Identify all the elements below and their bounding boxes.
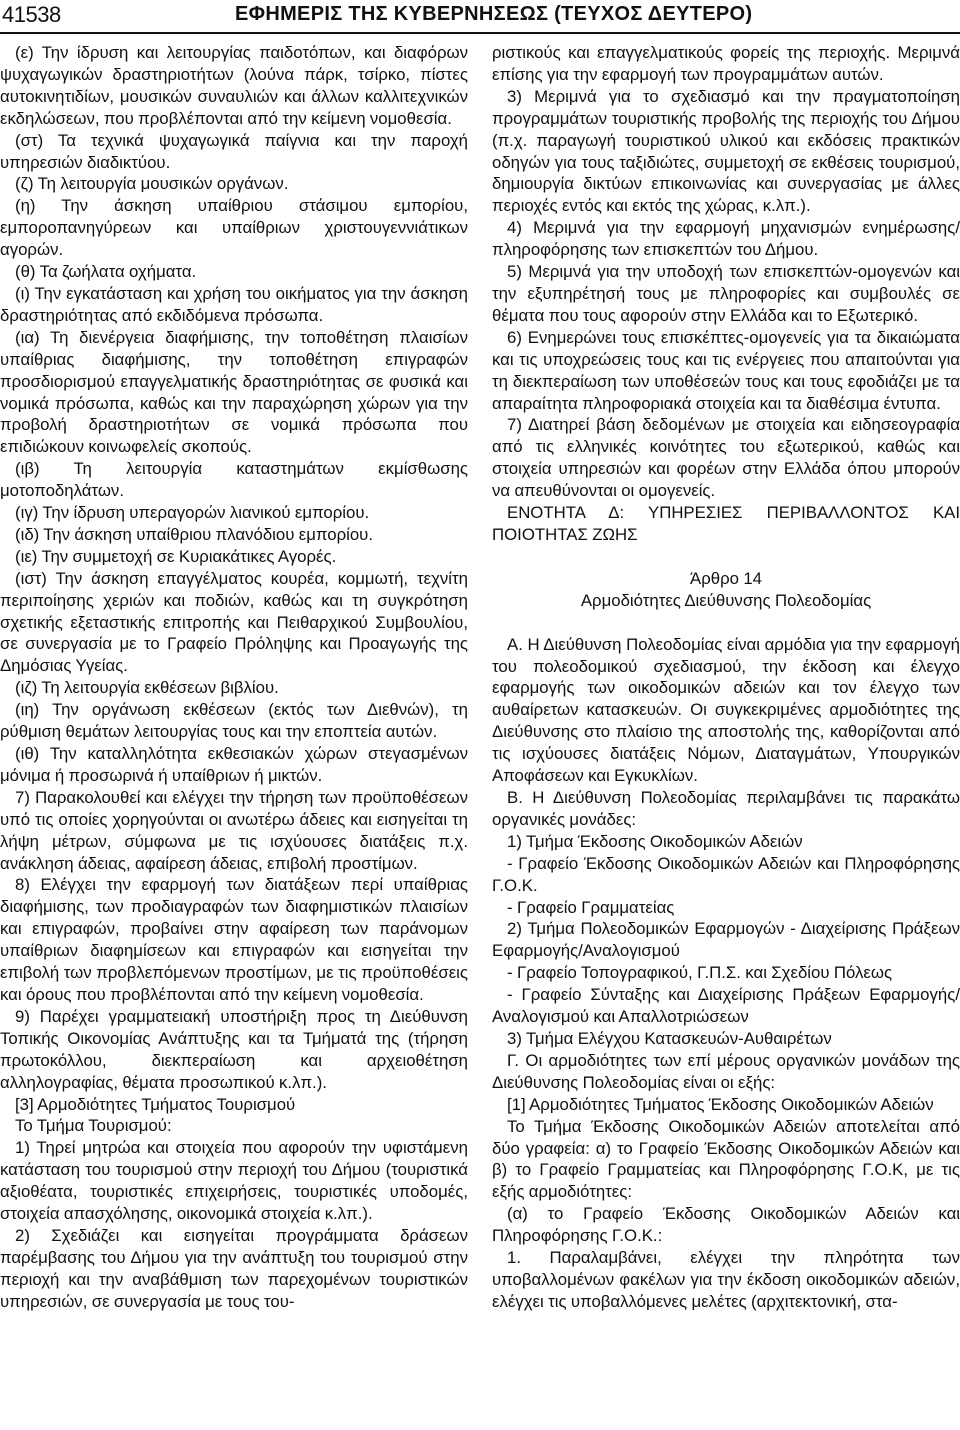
paragraph: (ε) Την ίδρυση και λειτουργίας παιδοτόπων, και διαφόρων ψυχαγωγικών δραστηριοτήτων (λούνα πάρκ, τσίρκο, πίστες αυτοκινητιδίων, μουσικών συναυλιών και άλλων καλλιτεχνικών εκδηλώσεων, που προβλέπονται από την κείμενη νομοθεσία. xyxy=(0,43,468,128)
paragraph: Το Τμήμα Τουρισμού: xyxy=(15,1116,172,1136)
paragraph: (ι) Την εγκατάσταση και χρήση του οικήματος για την άσκηση δραστηριότητας από εκδιδόμενα πρόσωπα. xyxy=(0,283,468,325)
paragraph: 6) Ενημερώνει τους επισκέπτες-ομογενείς για τα δικαιώματα και τις υποχρεώσεις τους και τις ενέργειες που απαιτούνται για τη διεκπεραίωση των υποθέσεών τους και τους εφοδιάζει με τα απαραίτητα πληροφοριακά στοιχεία και τα διαθέσιμα έντυπα. xyxy=(492,327,960,413)
right-column xyxy=(492,42,960,1313)
paragraph: 7) Διατηρεί βάση δεδομένων με στοιχεία και ειδησεογραφία από τις ελληνικές κοινότητες του εξωτερικού, καθώς και στοιχεία υπηρεσιών και φορέων στην Ελλάδα όπου μπορούν να απευθύνονται οι ομογενείς. xyxy=(492,415,960,501)
gazette-title: ΕΦΗΜΕΡΙΣ ΤΗΣ ΚΥΒΕΡΝΗΣΕΩΣ (ΤΕΥΧΟΣ ΔΕΥΤΕΡΟ) xyxy=(235,3,753,25)
paragraph: Α. Η Διεύθυνση Πολεοδομίας είναι αρμόδια για την εφαρμογή του πολεοδομικού σχεδιασμού, την έκδοση και έλεγχο εφαρμογής των οικοδομικών αδειών και τον έλεγχο των αυθαίρετων κατασκευών. Οι συγκεκριμένες αρμοδιότητες της Διεύθυνσης στο πλαίσιο της αποστολής της, καθορίζονται από τις ισχύουσες διατάξεις Νόμων, Διαταγμάτων, Υπουργικών Αποφάσεων και Εγκυκλίων. xyxy=(492,634,960,786)
paragraph: 7) Παρακολουθεί και ελέγχει την τήρηση των προϋποθέσεων υπό τις οποίες χορηγούνται οι ανωτέρω άδειες και εισηγείται τη λήψη μέτρων, σύμφωνα με τις ισχύουσες διατάξεις π.χ. ανάκληση άδειας, αφαίρεση άδειας, επιβολή προστίμων. xyxy=(0,787,468,873)
paragraph: (α) το Γραφείο Έκδοσης Οικοδομικών Αδειών και Πληροφόρησης Γ.Ο.Κ.: xyxy=(492,1204,960,1246)
spacer xyxy=(492,612,960,634)
section-heading: [3] Αρμοδιότητες Τμήματος Τουρισμού xyxy=(15,1094,296,1114)
paragraph: (η) Την άσκηση υπαίθριου στάσιμου εμπορίου, εμποροπανηγύρεων και υπαίθριων χριστουγεννιάτικων αγορών. xyxy=(0,196,468,260)
paragraph: 3) Μεριμνά για το σχεδιασμό και την πραγματοποίηση προγραμμάτων τουριστικής προβολής της περιοχής του Δήμου (π.χ. παραγωγή τουριστικού υλικού και εκδόσεις πρακτικών οδηγών για τους ταξιδιώτες, συμμετοχή σε εκθέσεις τουρισμού, δημιουργία δικτύων επικοινωνίας και συνεργασίας με άλλες περιοχές εντός και εκτός της χώρας, κ.λπ.). xyxy=(492,86,960,216)
paragraph: - Γραφείο Έκδοσης Οικοδομικών Αδειών και Πληροφόρησης Γ.Ο.Κ. xyxy=(492,853,960,895)
paragraph: (στ) Τα τεχνικά ψυχαγωγικά παίγνια και την παροχή υπηρεσιών διαδικτύου. xyxy=(0,130,468,172)
paragraph: 3) Τμήμα Ελέγχου Κατασκευών-Αυθαιρέτων xyxy=(507,1028,832,1048)
paragraph: (ιγ) Την ίδρυση υπεραγορών λιανικού εμπορίου. xyxy=(15,503,370,523)
paragraph: 9) Παρέχει γραμματειακή υποστήριξη προς τη Διεύθυνση Τοπικής Οικονομίας Ανάπτυξης και τα Τμήματά της (τήρηση πρωτοκόλλου, διεκπεραίωση και αρχειοθέτηση αλληλογραφίας, θέματα προσωπικού κ.λπ.). xyxy=(0,1006,468,1092)
paragraph: 5) Μεριμνά για την υποδοχή των επισκεπτών-ομογενών και την εξυπηρέτησή τους με πληροφορίες και συμβουλές σε θέματα που τους αφορούν στην Ελλάδα και το Εξωτερικό. xyxy=(492,262,960,325)
page-header xyxy=(0,0,960,34)
paragraph: 1) Τμήμα Έκδοσης Οικοδομικών Αδειών xyxy=(507,831,803,851)
article-title: Άρθρο 14 xyxy=(690,568,762,588)
page-number: 41538 xyxy=(2,2,61,27)
paragraph: - Γραφείο Γραμματείας xyxy=(507,897,675,917)
paragraph: Β. Η Διεύθυνση Πολεοδομίας περιλαμβάνει τις παρακάτω οργανικές μονάδες: xyxy=(492,788,960,829)
paragraph: - Γραφείο Τοπογραφικού, Γ.Π.Σ. και Σχεδίου Πόλεως xyxy=(507,963,893,983)
paragraph: (ζ) Τη λειτουργία μουσικών οργάνων. xyxy=(15,174,289,194)
paragraph: 8) Ελέγχει την εφαρμογή των διατάξεων περί υπαίθριας διαφήμισης, των προδιαγραφών των διαφημιστικών πλαισίων και επιγραφών, προβαίνει στην αφαίρεση των παράνομων υπαίθριων διαφημίσεων και επιγραφών και εισηγείται την επιβολή των προβλεπόμενων προστίμων, με τις προϋποθέσεις και όρους που προβλέπονται από την κείμενη νομοθεσία. xyxy=(0,875,468,1004)
paragraph: Το Τμήμα Έκδοσης Οικοδομικών Αδειών αποτελείται από δύο γραφεία: α) το Γραφείο Έκδοσης Οικοδομικών Αδειών και β) το Γραφείο Γραμματείας και Πληροφόρησης Γ.Ο.Κ, με τις εξής αρμοδιότητες: xyxy=(492,1116,960,1202)
paragraph-continued: ριστικούς και επαγγελματικούς φορείς της περιοχής. Μεριμνά επίσης για την εφαρμογή των προγραμμάτων αυτών. xyxy=(492,43,960,84)
paragraph: (ιη) Την οργάνωση εκθέσεων (εκτός των Διεθνών), τη ρύθμιση θεμάτων λειτουργίας τους και την εποπτεία αυτών. xyxy=(0,700,468,742)
paragraph: (θ) Τα ζωήλατα οχήματα. xyxy=(15,262,197,282)
left-column xyxy=(0,42,468,1313)
section-heading: [1] Αρμοδιότητες Τμήματος Έκδοσης Οικοδομικών Αδειών xyxy=(507,1094,934,1114)
paragraph: 1. Παραλαμβάνει, ελέγχει την πληρότητα των υποβαλλομένων φακέλων για την έκδοση οικοδομικών αδειών, ελέγχει τις υποβαλλόμενες μελέτες (αρχιτεκτονική, στα- xyxy=(492,1248,960,1311)
paragraph: (ιθ) Την καταλληλότητα εκθεσιακών χώρων στεγασμένων μόνιμα ή προσωρινά ή υπαίθριων ή μικτών. xyxy=(0,744,468,785)
paragraph: (ιζ) Τη λειτουργία εκθέσεων βιβλίου. xyxy=(15,678,279,698)
spacer xyxy=(492,546,960,568)
paragraph: (ιε) Την συμμετοχή σε Κυριακάτικες Αγορές. xyxy=(15,546,337,566)
paragraph: 4) Μεριμνά για την εφαρμογή μηχανισμών ενημέρωσης/πληροφόρησης των επισκεπτών του Δήμου. xyxy=(492,218,960,260)
article-subtitle: Αρμοδιότητες Διεύθυνσης Πολεοδομίας xyxy=(580,590,872,610)
paragraph: (ιδ) Την άσκηση υπαίθριου πλανόδιου εμπορίου. xyxy=(15,524,374,544)
paragraph: (ιβ) Τη λειτουργία καταστημάτων εκμίσθωσης μοτοποδηλάτων. xyxy=(0,459,468,501)
paragraph: (ια) Τη διενέργεια διαφήμισης, την τοποθέτηση πλαισίων υπαίθριας διαφήμισης, την τοποθέτηση επιγραφών προσδιορισμού επαγγελματικής δραστηριότητας σε φυσικά και νομικά πρόσωπα, καθώς και την παραχώρηση χώρων για την προβολή δραστηριοτήτων σε νομικά πρόσωπα που επιδιώκουν κοινωφελείς σκοπούς. xyxy=(0,327,468,457)
paragraph: 2) Τμήμα Πολεοδομικών Εφαρμογών - Διαχείρισης Πράξεων Εφαρμογής/Αναλογισμού xyxy=(492,919,960,961)
paragraph: Γ. Οι αρμοδιότητες των επί μέρους οργανικών μονάδων της Διεύθυνσης Πολεοδομίας είναι οι εξής: xyxy=(492,1050,960,1092)
paragraph: - Γραφείο Σύνταξης και Διαχείρισης Πράξεων Εφαρμογής/Αναλογισμού και Απαλλοτριώσεων xyxy=(492,985,960,1027)
section-heading: ΕΝΟΤΗΤΑ Δ: ΥΠΗΡΕΣΙΕΣ ΠΕΡΙΒΑΛΛΟΝΤΟΣ ΚΑΙ ΠΟΙΟΤΗΤΑΣ ΖΩΗΣ xyxy=(492,503,960,544)
paragraph: 1) Τηρεί μητρώα και στοιχεία που αφορούν την υφιστάμενη κατάσταση του τουρισμού στην περιοχή του Δήμου (τουριστικά αξιοθέατα, τουριστικές επιχειρήσεις, τουριστικές υποδομές, στοιχεία απασχόλησης, οικονομικά στοιχεία κ.λπ.). xyxy=(0,1138,468,1224)
paragraph: 2) Σχεδιάζει και εισηγείται προγράμματα δράσεων παρέμβασης του Δήμου για την ανάπτυξη του τουρισμού στην περιοχή και την αναβάθμιση των παρεχομένων τουριστικών υπηρεσιών, σε συνεργασία με τους του- xyxy=(0,1225,468,1311)
paragraph: (ιστ) Την άσκηση επαγγέλματος κουρέα, κομμωτή, τεχνίτη περιποίησης χεριών και ποδιών, καθώς και τη συγκρότηση σχετικής εξεταστικής επιτροπής και Πειθαρχικού Συμβουλίου, σε συνεργασία με το Γραφείο Πρόληψης και Προαγωγής της Δημόσιας Υγείας. xyxy=(0,568,468,676)
